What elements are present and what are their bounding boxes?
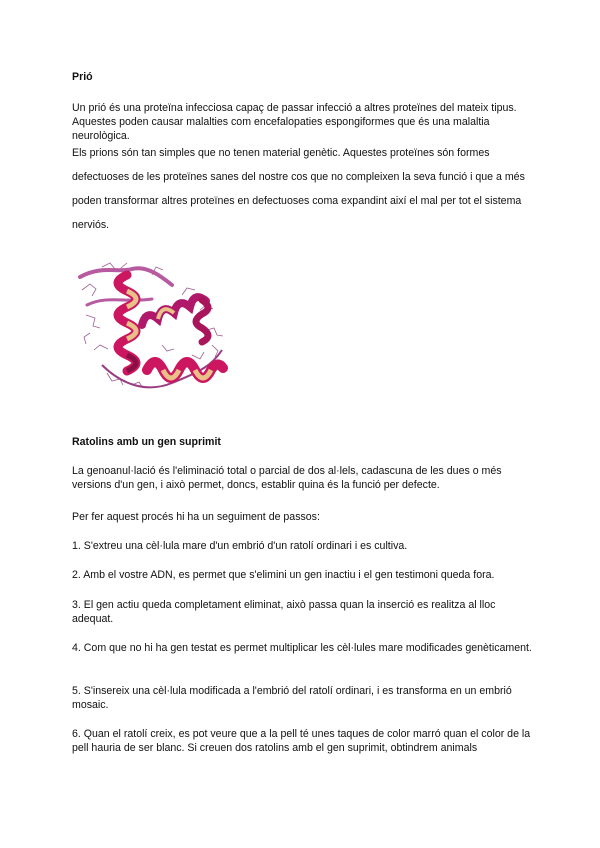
section-title-prio: Prió [72,71,93,83]
paragraph-prio-definition: Un prió és una proteïna infecciosa capaç de passar infecció a altres proteïnes del mateix tipus. Aquestes poden causar malalties com encefalopaties espongiformes que és una malaltia neurològica. [72,102,517,142]
list-item-step-3: 3. El gen actiu queda completament eliminat, això passa quan la inserció es realitza al lloc adequat. [72,599,496,625]
list-item-step-2: 2. Amb el vostre ADN, es permet que s'elimini un gen inactiu i el gen testimoni queda fora. [72,569,495,581]
list-item-step-5: 5. S'insereix una cèl·lula modificada a l'embrió del ratolí ordinari, i es transforma en un embrió mosaic. [72,685,512,711]
paragraph-prio-description: Els prions són tan simples que no tenen material genètic. Aquestes proteïnes són formes defectuoses de les proteïnes sanes del nostre cos que no compleixen la seva funció i que a més poden transformar altres proteïnes en defectuoses coma expandint així el mal per tot el sistema nerviós. [72,147,525,231]
paragraph-steps-intro: Per fer aquest procés hi ha un seguiment de passos: [72,511,320,523]
list-item-step-4: 4. Com que no hi ha gen testat es permet multiplicar les cèl·lules mare modificades genèticament. [72,642,532,654]
prion-protein-ribbon-icon [72,255,232,405]
section-title-ratolins: Ratolins amb un gen suprimit [72,436,221,448]
paragraph-genoanullacio: La genoanul·lació és l'eliminació total o parcial de dos al·lels, cadascuna de les dues o més versions d'un gen, i això permet, doncs, establir quina és la funció per defecte. [72,465,502,491]
list-item-step-1: 1. S'extreu una cèl·lula mare d'un embrió d'un ratolí ordinari i es cultiva. [72,540,408,552]
prion-protein-image [72,255,232,405]
list-item-step-6: 6. Quan el ratolí creix, es pot veure que a la pell té unes taques de color marró quan el color de la pell hauria de ser blanc. Si creuen dos ratolins amb el gen suprimit, obtindrem animals [72,728,531,754]
